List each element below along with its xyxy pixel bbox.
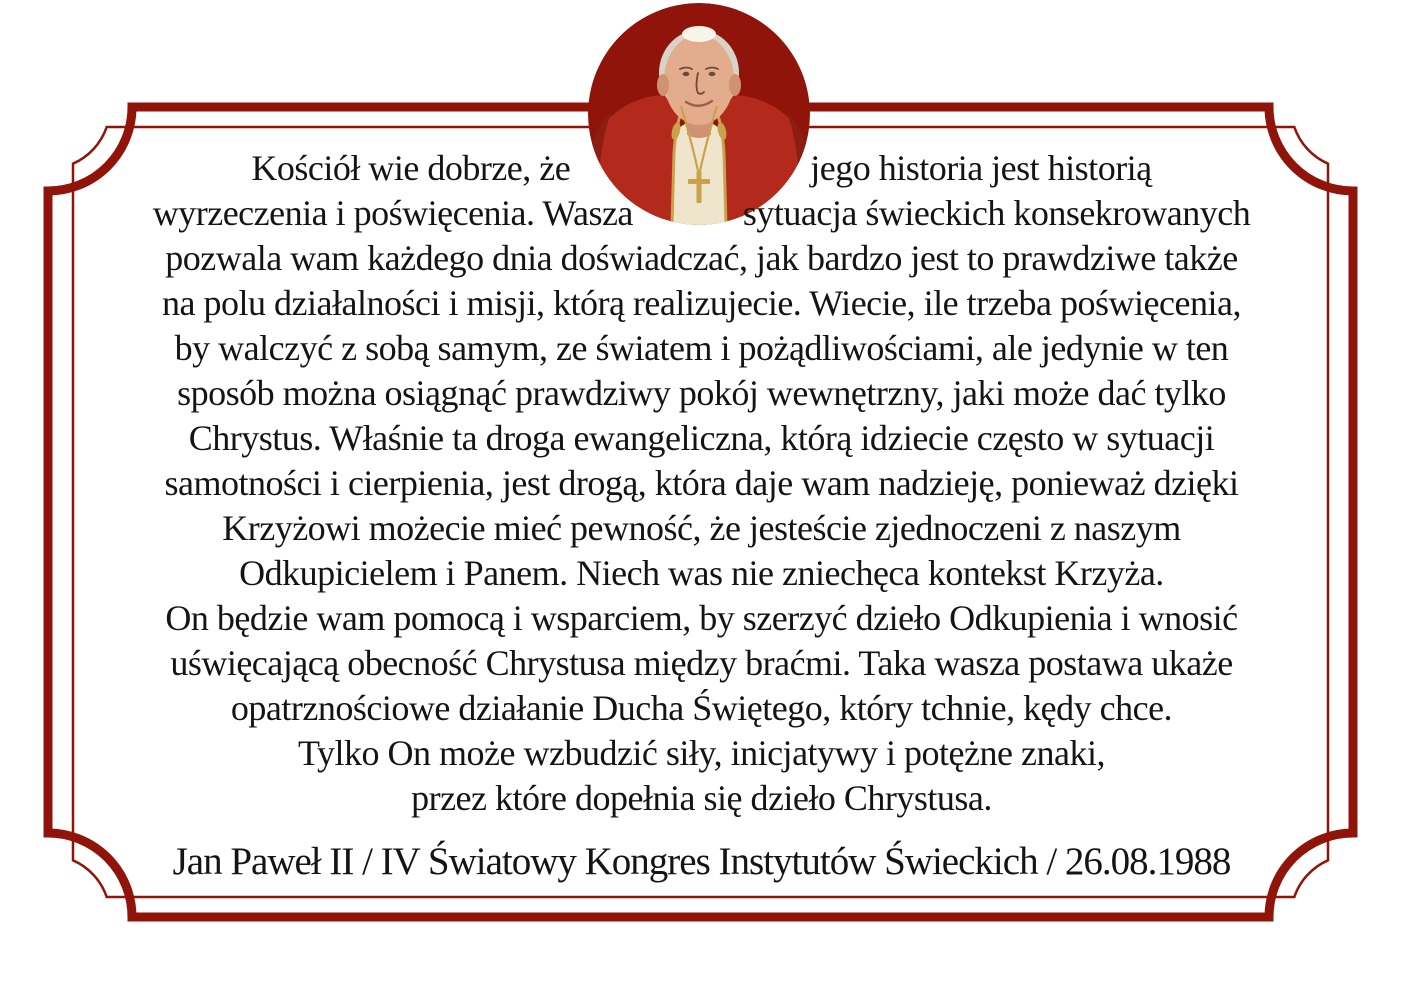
- quote-line: Tylko On może wzbudzić siły, inicjatywy i potężne znaki,: [298, 733, 1105, 773]
- quote-line: uświęcającą obecność Chrystusa między braćmi. Taka wasza postawa ukaże: [170, 643, 1233, 683]
- quote-text-segment: Kościół wie dobrze, że: [251, 148, 571, 188]
- face: [664, 35, 734, 125]
- quote-line: On będzie wam pomocą i wsparciem, by szerzyć dzieło Odkupienia i wnosić: [165, 598, 1238, 638]
- quote-text-segment: sytuacja świeckich konsekrowanych: [742, 193, 1251, 233]
- quote-line: Chrystus. Właśnie ta droga ewangeliczna, którą idziecie często w sytuacji: [188, 418, 1215, 458]
- quote-line: by walczyć z sobą samym, ze światem i pożądliwościami, ale jedynie w ten: [174, 328, 1229, 368]
- quote-line: [42, 146, 1361, 191]
- quote-line: Odkupicielem i Panem. Niech was nie zniechęca kontekst Krzyża.: [239, 553, 1164, 593]
- quote-text-block: [42, 146, 1361, 821]
- ear-left: [657, 74, 669, 96]
- portrait-gap-spacer: [570, 179, 810, 180]
- quote-text-segment: wyrzeczenia i poświęcenia. Wasza: [152, 193, 633, 233]
- quote-line: na polu działalności i misji, którą realizujecie. Wiecie, ile trzeba poświęcenia,: [162, 283, 1241, 323]
- quote-line: Krzyżowi możecie mieć pewność, że jesteście zjednoczeni z naszym: [222, 508, 1181, 548]
- quote-line: [42, 191, 1361, 236]
- portrait-gap-spacer: [633, 224, 743, 225]
- ear-right: [729, 74, 741, 96]
- eye-left: [683, 72, 690, 76]
- attribution-line: Jan Paweł II / IV Światowy Kongres Instytutów Świeckich / 26.08.1988: [172, 840, 1231, 883]
- eye-right: [709, 72, 716, 76]
- quote-line: opatrznościowe działanie Ducha Świętego, który tchnie, kędy chce.: [230, 688, 1173, 728]
- quote-line: przez które dopełnia się dzieło Chrystusa.: [411, 778, 992, 818]
- quote-text-segment: jego historia jest historią: [810, 148, 1152, 188]
- quote-line: samotności i cierpienia, jest drogą, która daje wam nadzieję, ponieważ dzięki: [164, 463, 1239, 503]
- quote-line: pozwala wam każdego dnia doświadczać, jak bardzo jest to prawdziwe także: [165, 238, 1238, 278]
- zucchetto-cap: [682, 26, 716, 42]
- quote-line: sposób można osiągnąć prawdziwy pokój wewnętrzny, jaki może dać tylko: [177, 373, 1226, 413]
